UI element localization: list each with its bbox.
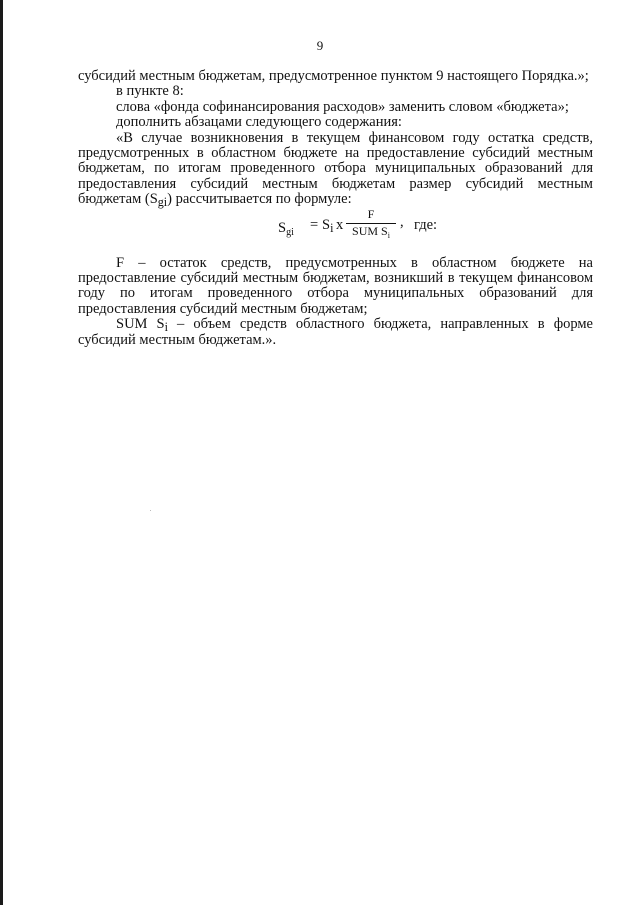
formula-numerator: F — [367, 206, 375, 221]
formula-si-subscript: i — [330, 220, 334, 235]
document-body — [78, 69, 593, 348]
formula-times: x — [336, 216, 344, 233]
scan-speck — [150, 510, 151, 511]
paragraph-definition-sum-subscript: i — [164, 320, 168, 335]
paragraph-definition-sum — [78, 317, 593, 348]
paragraph-replace-words: слова «фонда софинансирования расходов» заменить словом «бюджета»; — [116, 98, 569, 115]
formula-equals: = — [310, 216, 319, 233]
formula-denominator-text: SUM S — [352, 223, 388, 238]
formula-denominator-subscript: i — [387, 230, 390, 240]
paragraph-definition-sum-end: – объем средств областного бюджета, направленных в форме субсидий местным бюджетам.». — [78, 316, 593, 348]
formula-lhs-symbol: S — [278, 219, 287, 236]
formula-where: где: — [414, 216, 438, 233]
formula-denominator — [346, 225, 396, 238]
paragraph-subsidy-case — [78, 131, 593, 208]
formula-fraction — [346, 208, 396, 238]
formula-lhs — [278, 220, 294, 236]
paragraph-continuation: субсидий местным бюджетам, предусмотренное пунктом 9 настоящего Порядка.»; — [78, 68, 589, 84]
formula-si — [322, 218, 333, 233]
paragraph-definition-sum-start: SUM S — [116, 316, 165, 333]
paragraph-subsidy-case-subscript: gi — [157, 195, 168, 210]
paragraph-definition-f: F – остаток средств, предусмотренных в областном бюджете на предоставление субсидий местным бюджетам, возникший в текущем финансовом году по итогам проведенного отбора муниципальных образований для предоставления субсидий местным бюджетам; — [78, 254, 593, 317]
paragraph-subsidy-case-end: ) рассчитывается по формуле: — [167, 191, 352, 208]
formula-lhs-subscript: gi — [286, 226, 294, 238]
page-number: 9 — [316, 38, 324, 53]
scan-left-edge — [0, 0, 3, 905]
paragraph-point-8: в пункте 8: — [116, 83, 184, 100]
formula-comma: , — [400, 213, 404, 230]
formula-si-symbol: S — [322, 216, 331, 233]
paragraph-add-text: дополнить абзацами следующего содержания: — [116, 114, 402, 131]
formula — [78, 206, 593, 253]
paragraph-subsidy-case-text: «В случае возникновения в текущем финансовом году остатка средств, предусмотренных в областном бюджете на предоставление субсидий местным бюджетам, по итогам проведенного отбора муниципальных образований для предоставления субсидий местным бюджетам размер субсидий местным бюджетам (S — [78, 129, 593, 208]
